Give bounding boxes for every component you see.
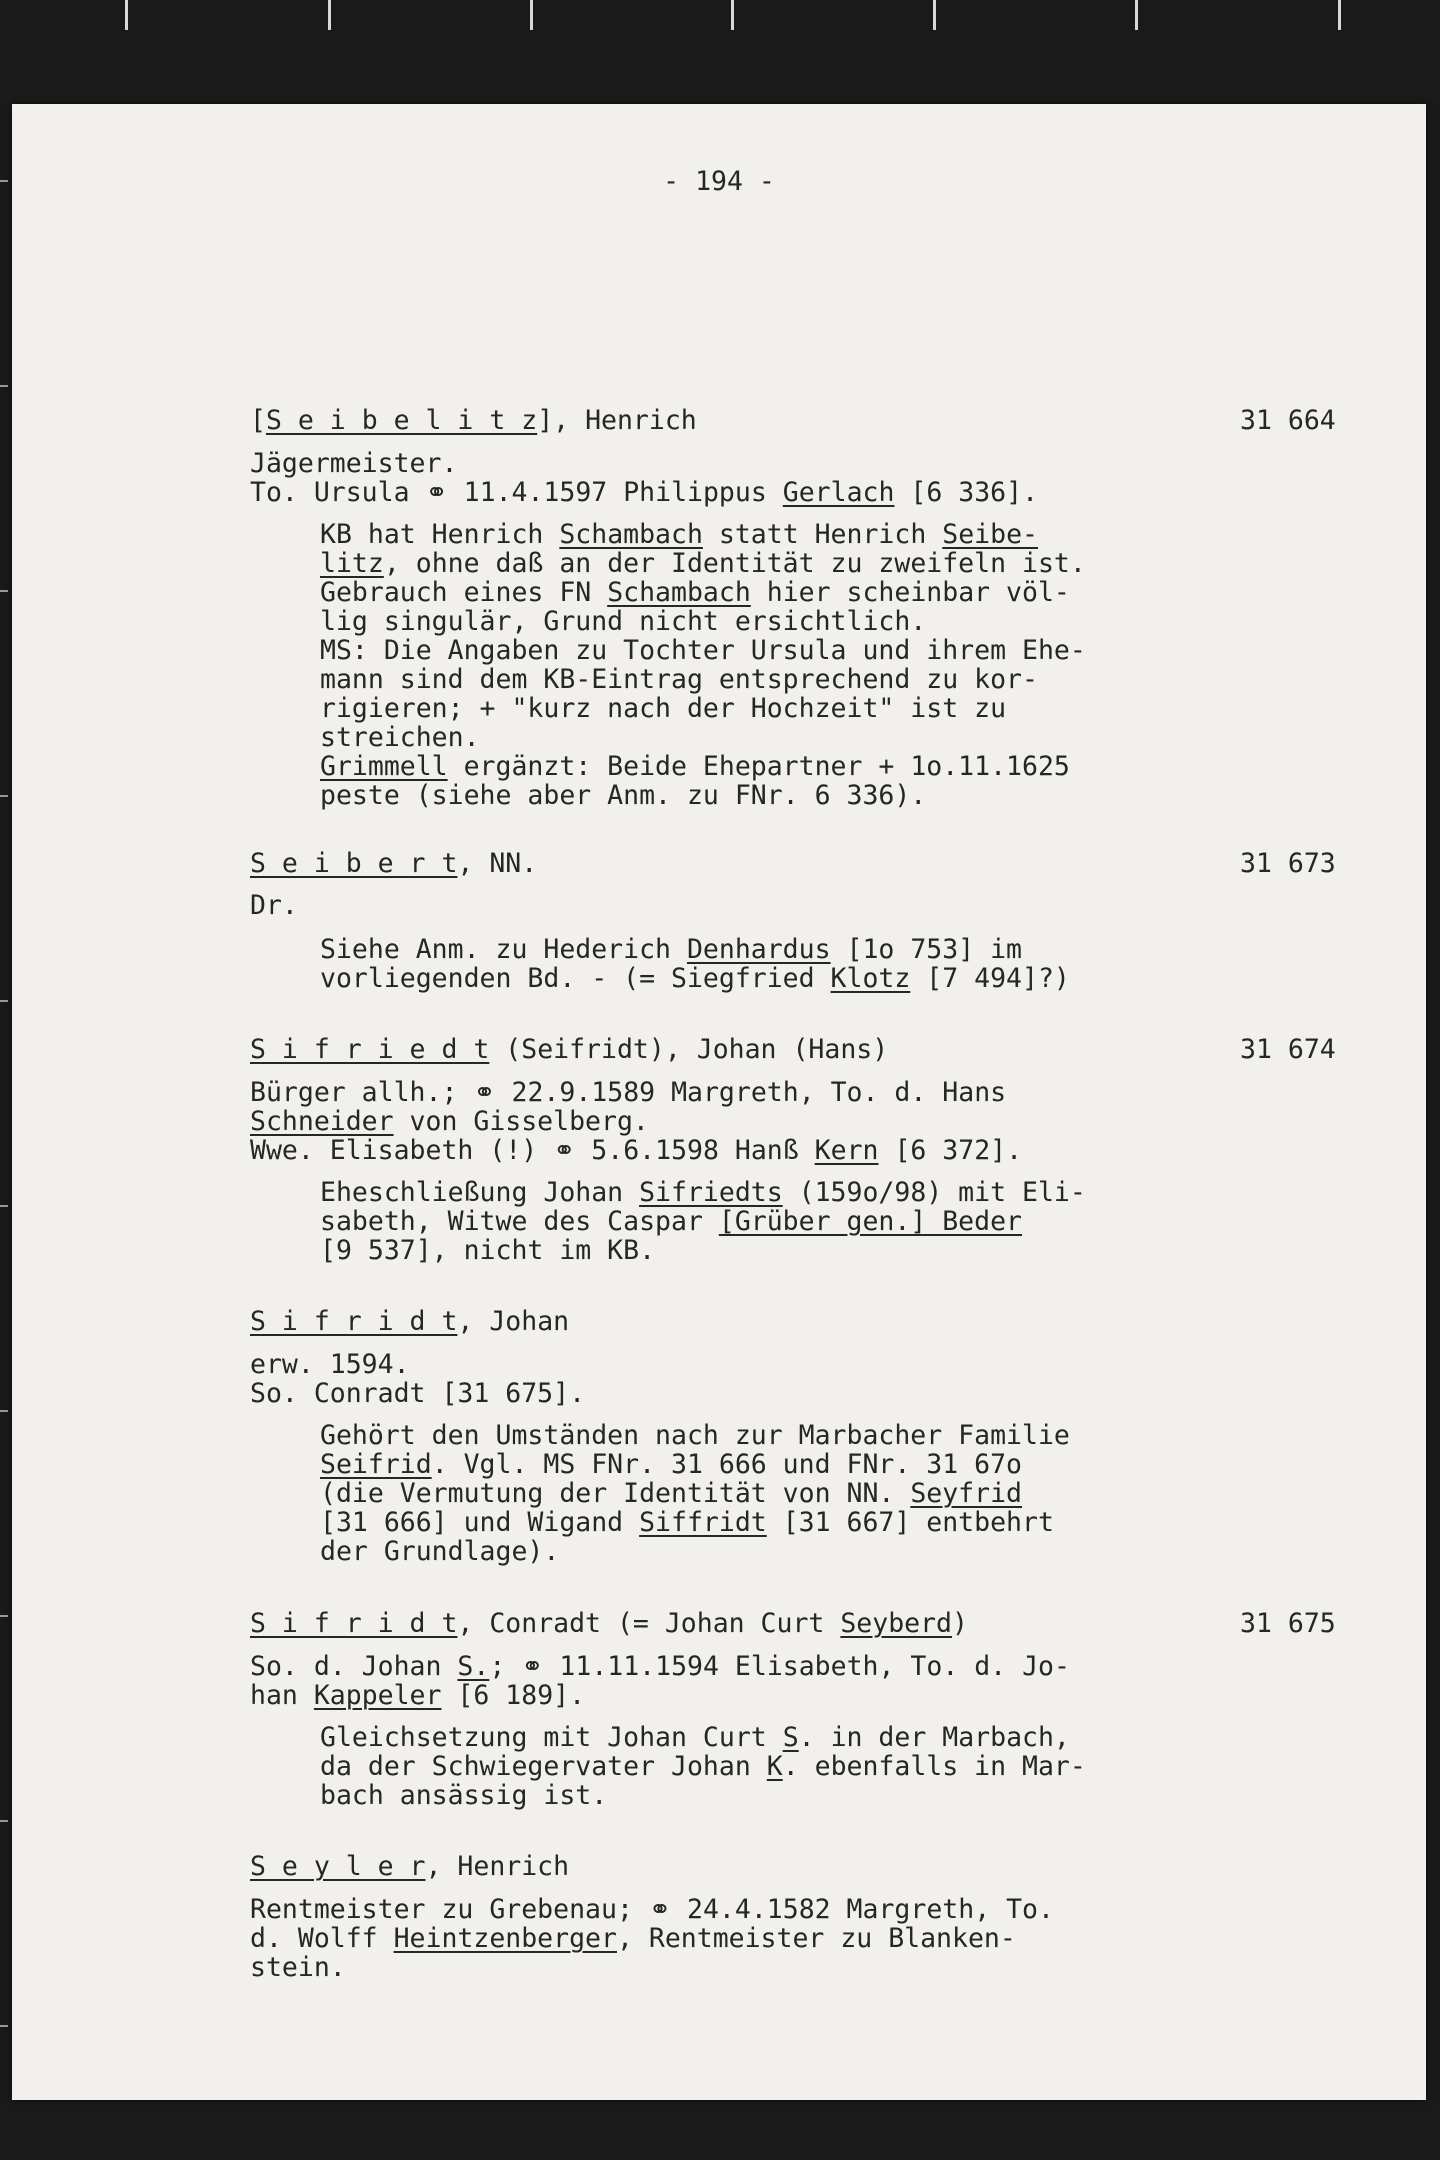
underlined-name: Seibe-: [942, 519, 1038, 550]
ruler-tick: [0, 2025, 8, 2027]
entry-number: 31 673: [1240, 848, 1336, 879]
entry-heading: [250, 1307, 569, 1336]
underlined-name: Kern: [814, 1135, 879, 1166]
entry-line: [320, 1537, 559, 1566]
ruler-tick: [0, 795, 8, 797]
entry-line: [320, 636, 1086, 665]
text-segment: [6 336].: [894, 477, 1039, 508]
ruler-tick: [125, 0, 128, 30]
text-segment: So. Conradt [31 675].: [250, 1378, 586, 1409]
entry-line: [250, 1078, 1006, 1107]
underlined-name: S e y l e r: [250, 1851, 426, 1882]
page-number: - 194 -: [663, 166, 775, 197]
text-segment: Gleichsetzung mit Johan Curt: [320, 1722, 783, 1753]
text-segment: Bürger allh.; ⚭ 22.9.1589 Margreth, To. d. Hans: [250, 1077, 1007, 1108]
text-segment: erw. 1594.: [250, 1349, 410, 1380]
entry-line: [320, 1450, 1022, 1479]
text-segment: ergänzt: Beide Ehepartner + 1o.11.1625: [447, 751, 1070, 782]
text-segment: han: [250, 1680, 314, 1711]
text-segment: , Conradt (= Johan Curt: [457, 1608, 841, 1639]
entry-line: [320, 665, 1038, 694]
ruler-tick: [328, 0, 331, 30]
entry-line: [250, 1895, 1054, 1924]
document-page: [12, 104, 1426, 2100]
entry-line: [320, 935, 1022, 964]
entry-heading: [250, 1852, 569, 1881]
entry-line: [320, 1781, 607, 1810]
entry-line: [320, 1479, 1022, 1508]
text-segment: hier scheinbar völ-: [750, 577, 1070, 608]
entry-line: [250, 1350, 410, 1379]
underlined-name: S e i b e l i t z: [265, 405, 538, 436]
entry-line: [320, 578, 1070, 607]
text-segment: rigieren; + "kurz nach der Hochzeit" ist zu: [320, 693, 1007, 724]
entry-line: [250, 1681, 585, 1710]
underlined-name: [Grüber gen.] Beder: [718, 1206, 1022, 1237]
text-segment: vorliegenden Bd. - (= Siegfried: [320, 963, 831, 994]
underlined-name: S i f r i d t: [250, 1608, 458, 1639]
underlined-name: Schambach: [607, 577, 751, 608]
text-segment: [1o 753] im: [830, 934, 1022, 965]
ruler-tick: [0, 1000, 8, 1002]
ruler-tick: [0, 1615, 8, 1617]
entry-line: [320, 607, 926, 636]
text-segment: , Henrich: [425, 1851, 570, 1882]
text-segment: [: [250, 405, 266, 436]
text-segment: [31 667] entbehrt: [766, 1507, 1054, 1538]
text-segment: , NN.: [457, 848, 538, 879]
underlined-name: Siffridt: [639, 1507, 767, 1538]
entry-line: [250, 1136, 1022, 1165]
text-segment: streichen.: [320, 722, 480, 753]
entry-heading: [250, 406, 697, 435]
text-segment: d. Wolff: [250, 1923, 394, 1954]
entry-line: [320, 694, 1006, 723]
underlined-name: Sifriedts: [639, 1177, 783, 1208]
text-segment: lig singulär, Grund nicht ersichtlich.: [320, 606, 927, 637]
text-segment: To. Ursula ⚭ 11.4.1597 Philippus: [250, 477, 783, 508]
text-segment: ; ⚭ 11.11.1594 Elisabeth, To. d. Jo-: [489, 1651, 1070, 1682]
underlined-name: Schneider: [250, 1106, 394, 1137]
entry-line: [320, 1508, 1054, 1537]
underlined-name: Grimmell: [320, 751, 448, 782]
text-segment: da der Schwiegervater Johan: [320, 1751, 767, 1782]
underlined-name: S e i b e r t: [250, 848, 458, 879]
underlined-name: Heintzenberger: [393, 1923, 617, 1954]
ruler-tick: [0, 385, 8, 387]
entry-heading: [250, 849, 537, 878]
entry-line: [320, 723, 480, 752]
underlined-name: S.: [457, 1651, 490, 1682]
text-segment: [31 666] und Wigand: [320, 1507, 640, 1538]
text-segment: KB hat Henrich: [320, 519, 560, 550]
underlined-name: Klotz: [830, 963, 911, 994]
ruler-tick: [0, 180, 8, 182]
text-segment: von Gisselberg.: [393, 1106, 649, 1137]
text-segment: [9 537], nicht im KB.: [320, 1235, 656, 1266]
text-segment: Jägermeister.: [250, 448, 458, 479]
text-segment: (Seifridt), Johan (Hans): [489, 1034, 889, 1065]
underlined-name: Denhardus: [686, 934, 831, 965]
entry-line: [250, 1924, 1016, 1953]
entry-line: [250, 1652, 1070, 1681]
ruler-tick: [530, 0, 533, 30]
ruler-tick: [731, 0, 734, 30]
text-segment: mann sind dem KB-Eintrag entsprechend zu kor-: [320, 664, 1038, 695]
ruler-tick: [1135, 0, 1138, 30]
text-segment: statt Henrich: [702, 519, 943, 550]
text-segment: Gehört den Umständen nach zur Marbacher Familie: [320, 1420, 1070, 1451]
underlined-name: S i f r i d t: [250, 1306, 458, 1337]
text-segment: Gebrauch eines FN: [320, 577, 608, 608]
text-segment: bach ansässig ist.: [320, 1780, 608, 1811]
underlined-name: litz: [320, 548, 384, 579]
entry-line: [250, 1379, 585, 1408]
entry-line: [320, 964, 1070, 993]
text-segment: So. d. Johan: [250, 1651, 458, 1682]
text-segment: ): [952, 1608, 968, 1639]
text-segment: , Rentmeister zu Blanken-: [616, 1923, 1016, 1954]
entry-line: [320, 1178, 1086, 1207]
entry-line: [320, 1207, 1022, 1236]
entry-number: 31 675: [1240, 1608, 1336, 1639]
ruler-tick: [933, 0, 936, 30]
entry-line: [320, 1236, 655, 1265]
entry-line: [320, 1421, 1070, 1450]
entry-line: [320, 1723, 1070, 1752]
text-segment: (159o/98) mit Eli-: [782, 1177, 1086, 1208]
underlined-name: S i f r i e d t: [250, 1034, 490, 1065]
text-segment: [6 189].: [441, 1680, 586, 1711]
entry-heading: [250, 1609, 968, 1638]
entry-line: [320, 520, 1038, 549]
text-segment: Wwe. Elisabeth (!) ⚭ 5.6.1598 Hanß: [250, 1135, 815, 1166]
entry-line: [250, 1953, 346, 1982]
entry-heading: [250, 1035, 888, 1064]
entry-line: [250, 478, 1038, 507]
text-segment: Rentmeister zu Grebenau; ⚭ 24.4.1582 Margreth, To.: [250, 1894, 1054, 1925]
text-segment: MS: Die Angaben zu Tochter Ursula und ihrem Ehe-: [320, 635, 1086, 666]
underlined-name: Kappeler: [313, 1680, 442, 1711]
underlined-name: Seyberd: [840, 1608, 953, 1639]
text-segment: [7 494]?): [910, 963, 1070, 994]
text-segment: Siehe Anm. zu Hederich: [320, 934, 687, 965]
text-segment: Eheschließung Johan: [320, 1177, 640, 1208]
ruler-tick: [0, 1820, 8, 1822]
entry-number: 31 674: [1240, 1034, 1336, 1065]
text-segment: [6 372].: [878, 1135, 1023, 1166]
underlined-name: Schambach: [559, 519, 703, 550]
text-segment: , Johan: [457, 1306, 570, 1337]
text-segment: stein.: [250, 1952, 346, 1983]
underlined-name: Seyfrid: [910, 1478, 1022, 1509]
entry-line: [250, 1107, 649, 1136]
text-segment: . ebenfalls in Mar-: [782, 1751, 1086, 1782]
entry-line: [320, 549, 1086, 578]
text-segment: sabeth, Witwe des Caspar: [320, 1206, 719, 1237]
ruler-tick: [0, 1205, 8, 1207]
text-segment: . in der Marbach,: [798, 1722, 1070, 1753]
text-segment: (die Vermutung der Identität von NN.: [320, 1478, 911, 1509]
underlined-name: Seifrid: [320, 1449, 432, 1480]
text-segment: , ohne daß an der Identität zu zweifeln ist.: [383, 548, 1086, 579]
entry-line: [250, 449, 457, 478]
text-segment: ], Henrich: [537, 405, 697, 436]
text-segment: peste (siehe aber Anm. zu FNr. 6 336).: [320, 780, 927, 811]
text-segment: Dr.: [250, 890, 298, 921]
ruler-tick: [0, 1410, 8, 1412]
text-segment: . Vgl. MS FNr. 31 666 und FNr. 31 67o: [431, 1449, 1022, 1480]
ruler-tick: [0, 590, 8, 592]
text-segment: der Grundlage).: [320, 1536, 560, 1567]
ruler-tick: [1338, 0, 1341, 30]
entry-line: [320, 781, 926, 810]
entry-line: [320, 1752, 1086, 1781]
underlined-name: Gerlach: [782, 477, 895, 508]
entry-line: [250, 891, 298, 920]
underlined-name: K: [766, 1751, 783, 1782]
underlined-name: S: [782, 1722, 799, 1753]
entry-line: [320, 752, 1070, 781]
entry-number: 31 664: [1240, 405, 1336, 436]
